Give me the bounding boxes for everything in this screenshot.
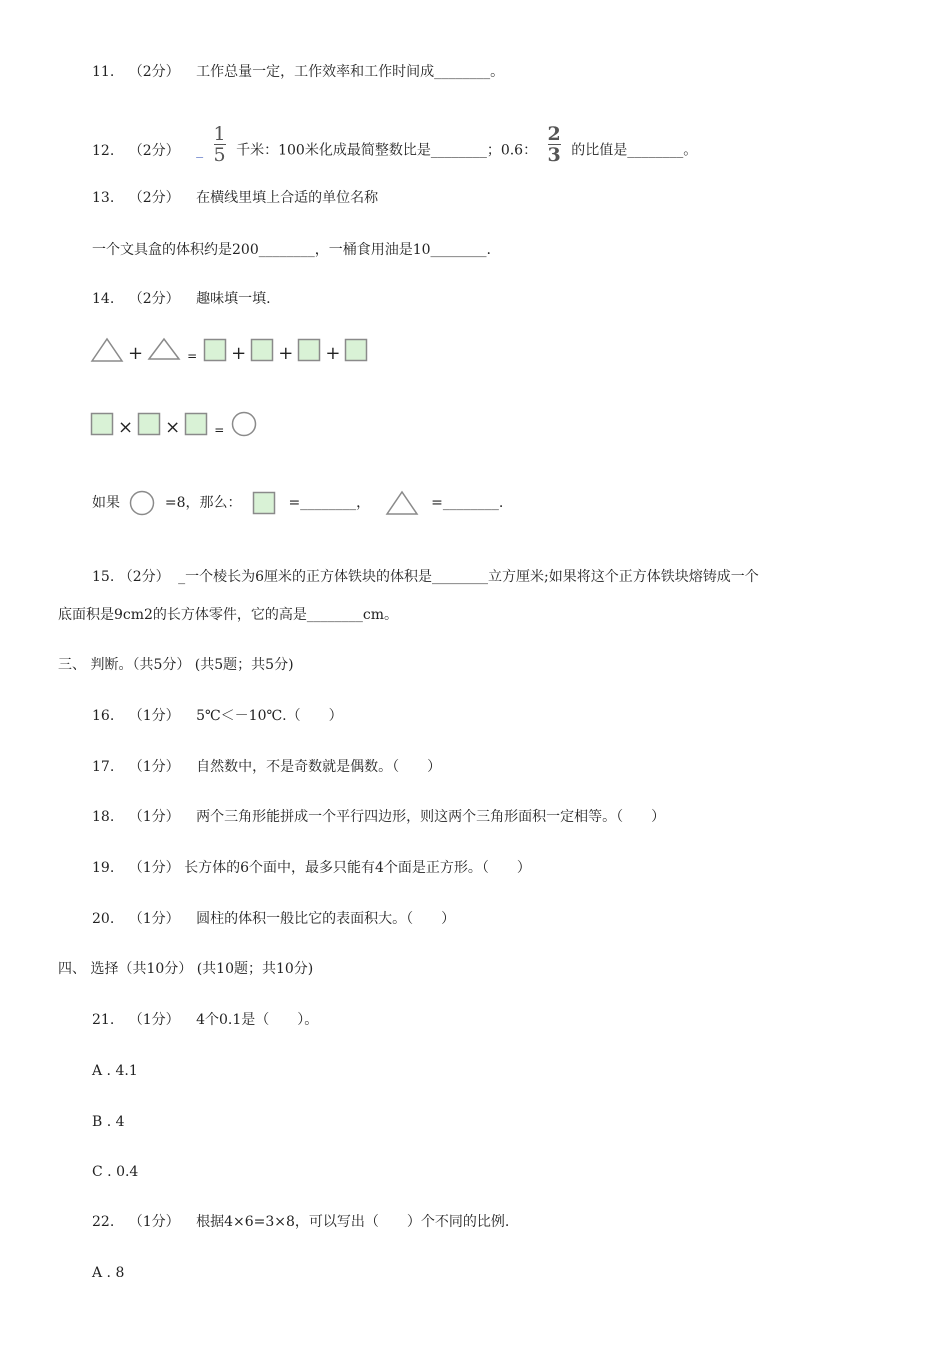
question-number: 17. bbox=[92, 759, 115, 775]
square-icon bbox=[90, 412, 114, 436]
question-20 bbox=[92, 909, 455, 929]
question-score: （2分） bbox=[128, 142, 180, 159]
square-icon bbox=[297, 338, 321, 362]
question-text: 5℃＜－10℃.（ ） bbox=[196, 708, 343, 724]
times-sign: × bbox=[165, 417, 181, 438]
puzzle-given-value: =8，那么： bbox=[164, 495, 242, 511]
plus-sign: + bbox=[128, 343, 144, 364]
question-score: （1分） bbox=[128, 911, 180, 927]
question-score: （2分） bbox=[128, 190, 180, 206]
puzzle-row-1 bbox=[90, 336, 368, 364]
equals-sign: = bbox=[214, 423, 225, 437]
question-number: 14. bbox=[92, 291, 115, 307]
question-number: 18. bbox=[92, 809, 115, 825]
triangle-icon bbox=[90, 337, 124, 363]
square-icon bbox=[184, 412, 208, 436]
option-c[interactable]: C . 0.4 bbox=[92, 1164, 139, 1180]
plus-sign: + bbox=[231, 343, 247, 364]
question-text: 工作总量一定，工作效率和工作时间成________。 bbox=[196, 64, 505, 80]
times-sign: × bbox=[118, 417, 134, 438]
question-number: 19. bbox=[92, 860, 115, 876]
question-text: 两个三角形能拼成一个平行四边形，则这两个三角形面积一定相等。（ ） bbox=[196, 809, 666, 825]
question-number: 22. bbox=[92, 1214, 115, 1230]
equals-sign: = bbox=[187, 349, 198, 363]
question-13-line-2: 一个文具盒的体积约是200________，一桶食用油是10________. bbox=[92, 242, 491, 258]
question-22 bbox=[92, 1212, 509, 1232]
question-score: （1分） bbox=[128, 809, 180, 825]
answer-blank-marker: _ bbox=[196, 142, 204, 159]
question-score: （2分） bbox=[118, 569, 170, 585]
question-text: 长方体的6个面中，最多只能有4个面是正方形。（ ） bbox=[184, 860, 531, 876]
puzzle-if-label: 如果 bbox=[92, 495, 120, 511]
question-text: 4个0.1是（ ）。 bbox=[196, 1012, 319, 1028]
plus-sign: + bbox=[278, 343, 294, 364]
question-number: 13. bbox=[92, 190, 115, 206]
square-icon bbox=[252, 491, 276, 515]
question-score: （1分） bbox=[128, 860, 180, 876]
question-12 bbox=[92, 123, 698, 170]
question-text: 趣味填一填. bbox=[196, 291, 271, 307]
square-icon bbox=[250, 338, 274, 362]
question-text-suffix: 的比值是________。 bbox=[571, 142, 698, 159]
question-14 bbox=[92, 289, 271, 309]
question-text: 根据4×6=3×8，可以写出（ ）个不同的比例. bbox=[196, 1214, 510, 1230]
triangle-icon bbox=[385, 490, 419, 516]
question-13 bbox=[92, 188, 378, 208]
question-21 bbox=[92, 1010, 318, 1030]
section-title-judgement: 三、 判断。（共5分） (共5题；共5分) bbox=[58, 657, 294, 673]
plus-sign: + bbox=[325, 343, 341, 364]
fraction-denominator: 3 bbox=[547, 144, 561, 166]
question-text: 圆柱的体积一般比它的表面积大。（ ） bbox=[196, 911, 456, 927]
fraction-numerator: 1 bbox=[213, 123, 226, 145]
puzzle-square-answer: =________， bbox=[288, 495, 371, 511]
square-icon bbox=[344, 338, 368, 362]
question-number: 11. bbox=[92, 64, 115, 80]
fraction-denominator: 5 bbox=[213, 144, 226, 166]
question-score: （2分） bbox=[128, 64, 180, 80]
question-17 bbox=[92, 757, 441, 777]
question-16 bbox=[92, 706, 343, 726]
question-19 bbox=[92, 858, 531, 878]
question-number: 15. bbox=[92, 569, 115, 585]
square-icon bbox=[137, 412, 161, 436]
option-a[interactable]: A . 8 bbox=[92, 1265, 125, 1281]
question-score: （1分） bbox=[128, 708, 180, 724]
question-18 bbox=[92, 807, 665, 827]
question-number: 21. bbox=[92, 1012, 115, 1028]
fraction-one-fifth bbox=[214, 125, 226, 164]
fraction-two-thirds bbox=[548, 125, 561, 164]
circle-icon bbox=[128, 489, 156, 517]
puzzle-triangle-answer: =________. bbox=[431, 495, 504, 511]
question-11 bbox=[92, 62, 504, 82]
question-15-line-2: 底面积是9cm2的长方体零件，它的高是________cm。 bbox=[58, 607, 399, 623]
question-text: _一个棱长为6厘米的正方体铁块的体积是________立方厘米;如果将这个正方体铁块熔铸成一个 bbox=[178, 569, 759, 585]
circle-icon bbox=[230, 410, 258, 438]
question-score: （1分） bbox=[128, 759, 180, 775]
question-score: （1分） bbox=[128, 1012, 180, 1028]
question-text: 自然数中，不是奇数就是偶数。（ ） bbox=[196, 759, 442, 775]
question-15 bbox=[92, 567, 759, 587]
question-score: （1分） bbox=[128, 1214, 180, 1230]
section-title-choice: 四、 选择（共10分） (共10题；共10分) bbox=[58, 961, 314, 977]
question-number: 16. bbox=[92, 708, 115, 724]
question-score: （2分） bbox=[128, 291, 180, 307]
option-b[interactable]: B . 4 bbox=[92, 1114, 125, 1130]
question-text: 在横线里填上合适的单位名称 bbox=[196, 190, 379, 206]
square-icon bbox=[203, 338, 227, 362]
question-text: 千米：100米化成最简整数比是________；0.6： bbox=[236, 142, 538, 159]
triangle-icon bbox=[147, 337, 181, 363]
fraction-numerator: 2 bbox=[547, 123, 561, 145]
question-number: 12. bbox=[92, 142, 115, 159]
puzzle-row-2 bbox=[90, 410, 258, 438]
puzzle-row-3 bbox=[92, 488, 503, 518]
question-number: 20. bbox=[92, 911, 115, 927]
option-a[interactable]: A . 4.1 bbox=[92, 1063, 138, 1079]
